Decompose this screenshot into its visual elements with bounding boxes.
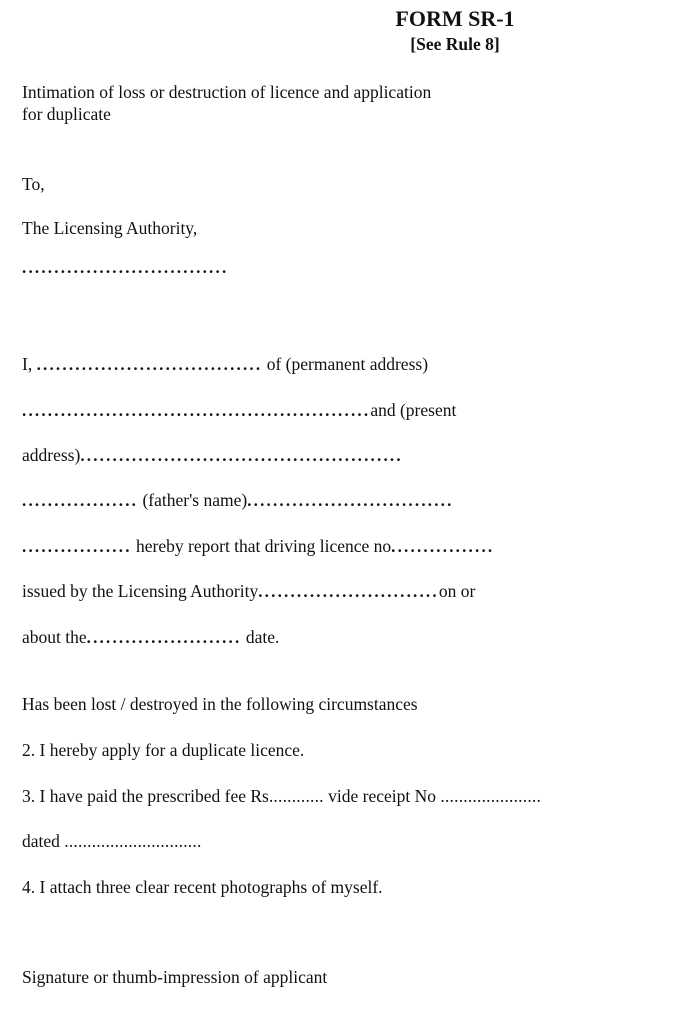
about-the-label: about the [22, 627, 87, 647]
fee-amount-blank[interactable]: ............ [268, 786, 324, 806]
body-line-1 [22, 354, 428, 375]
salutation-to: To, [22, 174, 45, 194]
permanent-address-label: of (permanent address) [262, 354, 429, 374]
fathers-name-blank-cont[interactable]: ................. [22, 537, 132, 556]
signature-label: Signature or thumb-impression of applicant [22, 967, 328, 987]
fee-label: 3. I have paid the prescribed fee Rs [22, 786, 269, 806]
present-address-blank[interactable]: .................................................. [80, 446, 403, 465]
body-line-3 [22, 445, 403, 466]
issue-date-blank[interactable]: ........................ [86, 628, 242, 647]
on-or-label: on or [438, 581, 476, 601]
form-rule-reference: [See Rule 8] [410, 34, 500, 54]
present-address-label: and (present [370, 400, 457, 420]
receipt-number-blank[interactable]: ...................... [440, 786, 542, 806]
body-line-2 [22, 400, 456, 421]
body-line-5 [22, 536, 494, 557]
body-line-7 [22, 627, 279, 648]
authority-address-blank[interactable]: ................................ [22, 258, 229, 277]
item-2-duplicate-request: 2. I hereby apply for a duplicate licence. [22, 740, 305, 760]
address-label: address) [22, 445, 81, 465]
applicant-name-blank[interactable]: ................................... [36, 355, 263, 374]
receipt-label: vide receipt No [323, 786, 441, 806]
addressee-authority: The Licensing Authority, [22, 218, 198, 238]
receipt-date-blank[interactable]: .............................. [64, 831, 202, 851]
form-title: FORM SR-1 [395, 6, 515, 31]
intro-line-1: Intimation of loss or destruction of licence and application [22, 82, 432, 102]
applicant-prefix: I, [22, 354, 37, 374]
date-label: date. [241, 627, 280, 647]
licence-number-blank[interactable]: ................ [391, 537, 495, 556]
fathers-name-blank[interactable]: ................................ [247, 491, 454, 510]
present-address-blank-cont[interactable]: .................. [22, 491, 139, 510]
fathers-name-label: (father's name) [138, 490, 248, 510]
body-line-6 [22, 581, 475, 602]
dated-label: dated [22, 831, 65, 851]
item-4-photographs: 4. I attach three clear recent photographs of myself. [22, 877, 383, 897]
licence-report-text: hereby report that driving licence no [131, 536, 392, 556]
permanent-address-blank[interactable]: ...................................................... [22, 401, 371, 420]
receipt-dated-line [22, 831, 202, 852]
intro-line-2: for duplicate [22, 104, 111, 124]
body-line-4 [22, 490, 454, 511]
item-3-fee [22, 786, 541, 807]
circumstances-text: Has been lost / destroyed in the following circumstances [22, 694, 418, 714]
issuing-authority-blank[interactable]: ............................ [258, 582, 439, 601]
issued-by-label: issued by the Licensing Authority [22, 581, 259, 601]
